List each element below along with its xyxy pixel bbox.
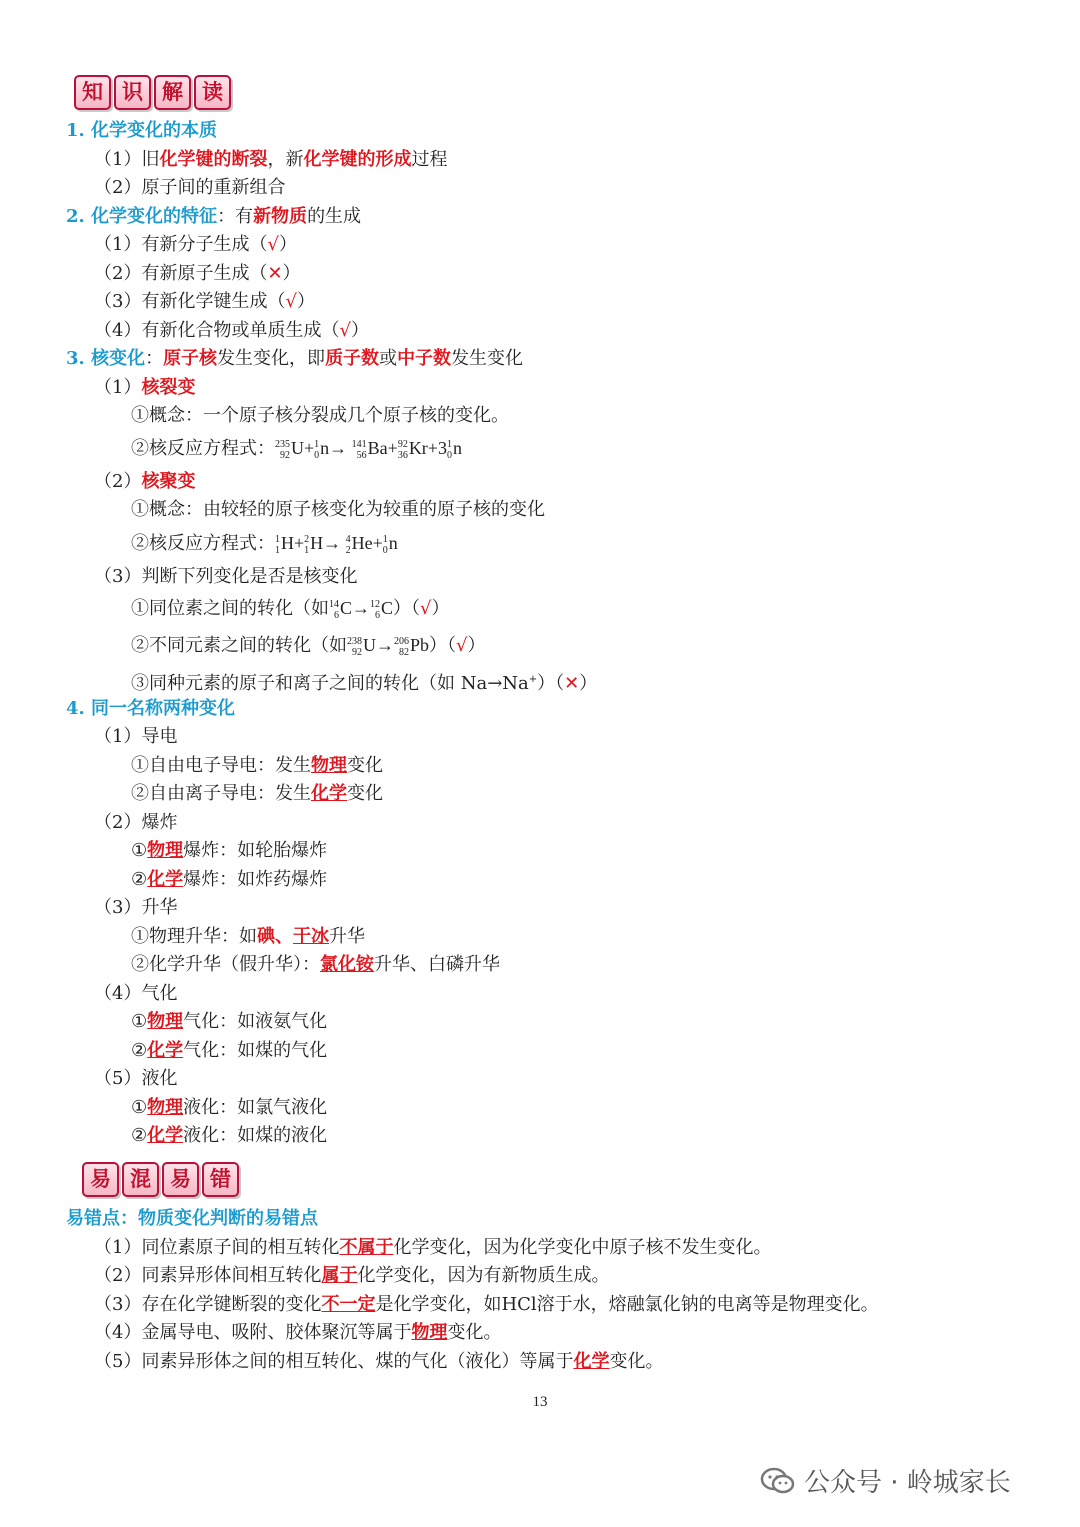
- check-icon: √: [285, 291, 297, 312]
- text: （1）旧: [94, 149, 160, 170]
- error-item-4: （4）金属导电、吸附、胶体聚沉等属于物理变化。: [94, 1322, 502, 1343]
- s4-c2-a: ①物理爆炸：如轮胎爆炸: [131, 840, 328, 861]
- banner-knowledge: [74, 75, 231, 110]
- text: 过程: [411, 149, 448, 170]
- check-icon: √: [420, 598, 432, 619]
- check-icon: √: [456, 635, 468, 656]
- fusion-heading: （2）核聚变: [94, 471, 196, 492]
- errors-title: 易错点：物质变化判断的易错点: [66, 1208, 318, 1229]
- s2-item-2: （2）有新原子生成（✕）: [94, 263, 301, 284]
- banner-tile: 识: [114, 75, 151, 110]
- heading: 2. 化学变化的特征: [66, 206, 218, 227]
- s4-c5-a: ①物理液化：如氯气液化: [131, 1097, 328, 1118]
- s1-item-1: [94, 148, 447, 172]
- judge-item-1: ①同位素之间的转化（如 14 6 C→ 12 6 C）（√）: [131, 598, 450, 621]
- judge-item-3: ③同种元素的原子和离子之间的转化（如 Na→Na+）（✕）: [131, 673, 598, 694]
- s4-c1-a: ①自由电子导电：发生物理变化: [131, 755, 383, 776]
- s4-cat-5: （5）液化: [94, 1068, 178, 1089]
- judge-item-2: ②不同元素之间的转化（如 238 92 U→ 206 82 Pb）（√）: [131, 635, 486, 658]
- section-1-title: 1. 化学变化的本质: [66, 120, 218, 141]
- watermark: [760, 1462, 1011, 1499]
- fusion-equation: ②核反应方程式： 1 1 H+ 2 1 H→ 4 2 He+ 1 0 n: [131, 533, 398, 556]
- s2-item-1: （1）有新分子生成（√）: [94, 234, 297, 255]
- section-4-title: 4. 同一名称两种变化: [66, 698, 236, 719]
- banner-tile: 混: [122, 1162, 159, 1197]
- wechat-icon: [760, 1467, 796, 1495]
- s4-c1-b: ②自由离子导电：发生化学变化: [131, 783, 383, 804]
- emphasis: 新物质: [253, 206, 308, 227]
- page-number: 13: [532, 1394, 548, 1410]
- cross-icon: ✕: [267, 263, 283, 284]
- fission-equation: ②核反应方程式： 235 92 U+ 1 0 n→ 141 56 Ba+ 92 36 Kr+3 1 0 n: [131, 438, 462, 461]
- banner-tile: 易: [162, 1162, 199, 1197]
- banner-tile: 知: [74, 75, 111, 110]
- fission-concept: ①概念：一个原子核分裂成几个原子核的变化。: [131, 405, 509, 426]
- s4-cat-3: （3）升华: [94, 897, 178, 918]
- s1-item-2: （2）原子间的重新组合: [94, 177, 286, 198]
- s4-cat-1: （1）导电: [94, 726, 178, 747]
- s4-c3-b: ②化学升华（假升华）：氯化铵升华、白磷升华: [131, 954, 500, 975]
- banner-tile: 错: [202, 1162, 239, 1197]
- s2-item-4: （4）有新化合物或单质生成（√）: [94, 320, 369, 341]
- s2-item-3: （3）有新化学键生成（√）: [94, 291, 315, 312]
- banner-tile: 解: [154, 75, 191, 110]
- check-icon: √: [267, 234, 279, 255]
- error-item-3: （3）存在化学键断裂的变化不一定是化学变化，如HCl溶于水，熔融氯化钠的电离等是物理变化。: [94, 1294, 879, 1315]
- error-item-2: （2）同素异形体间相互转化属于化学变化，因为有新物质生成。: [94, 1265, 610, 1286]
- check-icon: √: [339, 320, 351, 341]
- watermark-text: 公众号 · 岭城家长: [804, 1468, 1011, 1498]
- emphasis: 化学键的形成: [303, 149, 412, 170]
- s4-c5-b: ②化学液化：如煤的液化: [131, 1125, 328, 1146]
- section-2-title: [66, 205, 361, 229]
- text: 的生成: [307, 206, 362, 227]
- s4-c4-a: ①物理气化：如液氨气化: [131, 1011, 328, 1032]
- banner-tile: 读: [194, 75, 231, 110]
- emphasis: 化学键的断裂: [159, 149, 268, 170]
- s4-c2-b: ②化学爆炸：如炸药爆炸: [131, 869, 328, 890]
- fusion-concept: ①概念：由较轻的原子核变化为较重的原子核的变化: [131, 499, 545, 520]
- error-item-1: （1）同位素原子间的相互转化不属于化学变化，因为化学变化中原子核不发生变化。: [94, 1237, 772, 1258]
- text: ，新: [267, 149, 304, 170]
- s4-cat-4: （4）气化: [94, 983, 178, 1004]
- text: ：有: [217, 206, 254, 227]
- error-item-5: （5）同素异形体之间的相互转化、煤的气化（液化）等属于化学变化。: [94, 1351, 664, 1372]
- s4-c3-a: ①物理升华：如碘、干冰升华: [131, 926, 365, 947]
- s4-cat-2: （2）爆炸: [94, 812, 178, 833]
- banner-tile: 易: [82, 1162, 119, 1197]
- fission-heading: （1）核裂变: [94, 377, 196, 398]
- judge-heading: （3）判断下列变化是否是核变化: [94, 566, 358, 587]
- cross-icon: ✕: [564, 673, 580, 694]
- s4-c4-b: ②化学气化：如煤的气化: [131, 1040, 328, 1061]
- banner-common-mistakes: [82, 1162, 239, 1197]
- section-3-title: 3. 核变化：原子核发生变化，即质子数或中子数发生变化: [66, 348, 524, 369]
